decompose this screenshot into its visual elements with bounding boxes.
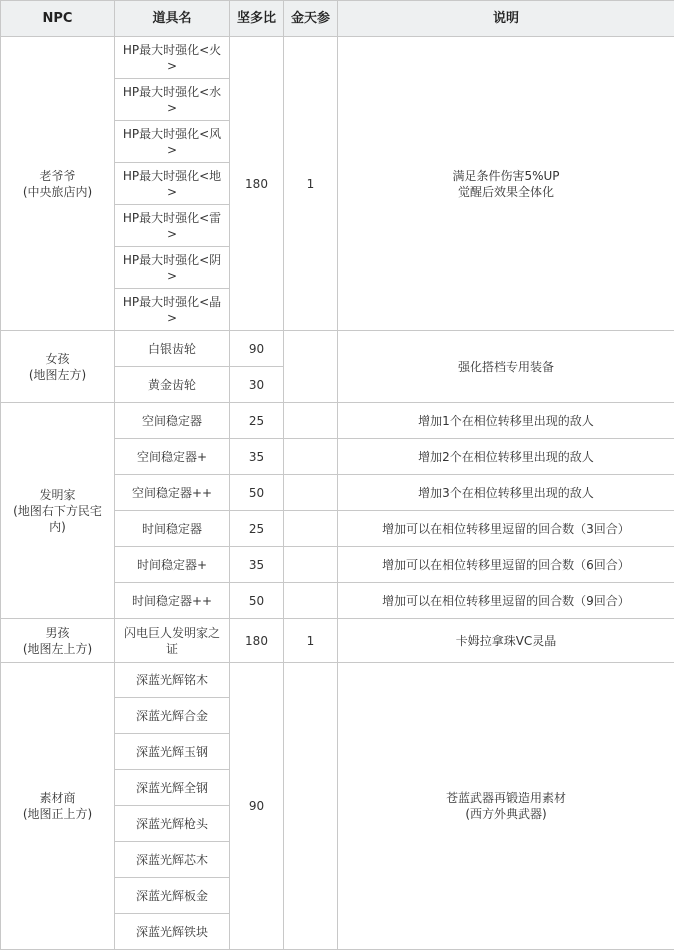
item-cell: 深蓝光辉枪头 [115,806,230,842]
item-cell: HP最大时强化<雷 > [115,205,230,247]
description-cell: 增加3个在相位转移里出现的敌人 [338,475,674,511]
item-cell: 空间稳定器 [115,403,230,439]
gold-cell [284,663,338,950]
description-cell: 苍蓝武器再锻造用素材 (西方外典武器) [338,663,674,950]
item-cell: HP最大时强化<地 > [115,163,230,205]
item-cell: HP最大时强化<晶 > [115,289,230,331]
header-npc: NPC [1,1,115,37]
price-cell: 50 [230,583,284,619]
npc-cell: 发明家 (地图右下方民宅 内) [1,403,115,619]
price-cell: 90 [230,663,284,950]
price-cell: 180 [230,619,284,663]
price-cell: 90 [230,331,284,367]
price-cell: 35 [230,547,284,583]
table-row [1,619,674,663]
header-description: 说明 [338,1,674,37]
price-cell: 25 [230,511,284,547]
item-cell: 白银齿轮 [115,331,230,367]
item-cell: 深蓝光辉铭木 [115,663,230,698]
price-cell: 180 [230,37,284,331]
item-cell: 空间稳定器+ [115,439,230,475]
description-cell: 增加可以在相位转移里逗留的回合数（3回合） [338,511,674,547]
table-row [1,403,674,439]
header-row [1,1,674,37]
gold-cell [284,547,338,583]
header-gold: 金天参 [284,1,338,37]
gold-cell [284,331,338,403]
price-cell: 30 [230,367,284,403]
item-cell: 深蓝光辉板金 [115,878,230,914]
npc-cell: 老爷爷 (中央旅店内) [1,37,115,331]
npc-cell: 素材商 (地图正上方) [1,663,115,950]
description-cell: 增加1个在相位转移里出现的敌人 [338,403,674,439]
item-cell: 深蓝光辉铁块 [115,914,230,950]
gold-cell [284,475,338,511]
table-row [1,331,674,367]
item-cell: HP最大时强化<阴 > [115,247,230,289]
table-row [1,663,674,698]
price-cell: 50 [230,475,284,511]
item-cell: HP最大时强化<火 > [115,37,230,79]
item-cell: 时间稳定器+ [115,547,230,583]
header-price: 坚多比 [230,1,284,37]
description-cell: 增加可以在相位转移里逗留的回合数（6回合） [338,547,674,583]
gold-cell [284,511,338,547]
item-cell: 黄金齿轮 [115,367,230,403]
item-cell: 深蓝光辉合金 [115,698,230,734]
item-cell: HP最大时强化<水 > [115,79,230,121]
price-cell: 35 [230,439,284,475]
description-cell: 卡姆拉拿珠VC灵晶 [338,619,674,663]
description-cell: 强化搭档专用装备 [338,331,674,403]
gold-cell: 1 [284,37,338,331]
item-cell: 闪电巨人发明家之 证 [115,619,230,663]
item-cell: 时间稳定器++ [115,583,230,619]
gold-cell [284,583,338,619]
description-cell: 增加可以在相位转移里逗留的回合数（9回合） [338,583,674,619]
gold-cell [284,403,338,439]
price-cell: 25 [230,403,284,439]
gold-cell [284,439,338,475]
header-item: 道具名 [115,1,230,37]
npc-cell: 女孩 (地图左方) [1,331,115,403]
item-cell: 时间稳定器 [115,511,230,547]
description-cell: 增加2个在相位转移里出现的敌人 [338,439,674,475]
item-cell: 深蓝光辉全钢 [115,770,230,806]
gold-cell: 1 [284,619,338,663]
description-cell: 满足条件伤害5%UP 觉醒后效果全体化 [338,37,674,331]
item-cell: 空间稳定器++ [115,475,230,511]
item-cell: 深蓝光辉芯木 [115,842,230,878]
table-row [1,37,674,79]
item-cell: HP最大时强化<风 > [115,121,230,163]
npc-cell: 男孩 (地图左上方) [1,619,115,663]
item-cell: 深蓝光辉玉钢 [115,734,230,770]
